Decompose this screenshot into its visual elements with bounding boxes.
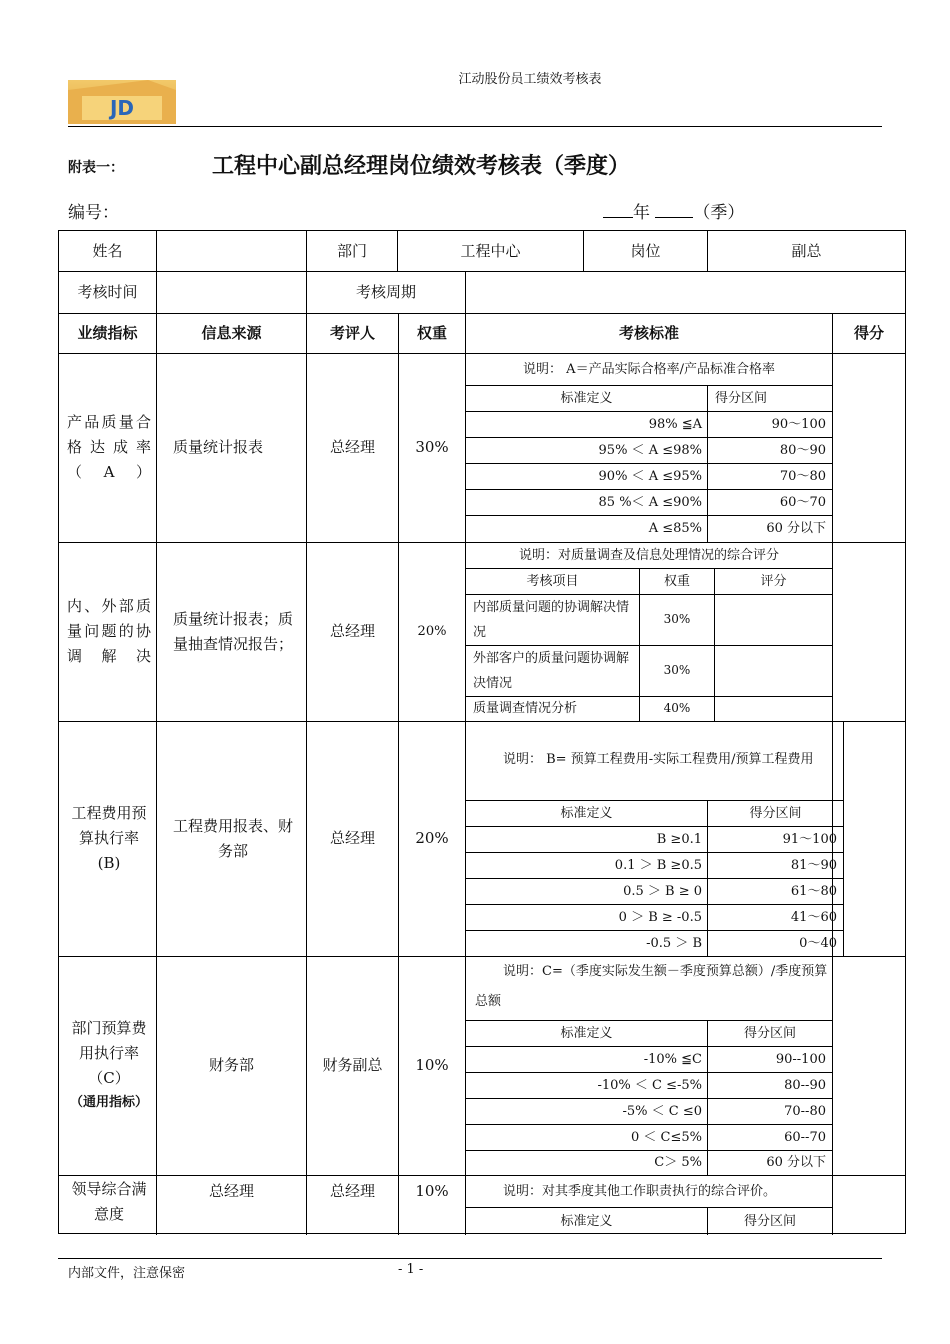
kpi2-score[interactable] — [833, 542, 905, 721]
attach-label: 附表一： — [68, 160, 124, 176]
serial-label: 编号： — [68, 203, 119, 223]
kpi5-name: 领导综合满意度 — [71, 1180, 147, 1223]
kpi1-name: 产品质量合格达成率（A） — [67, 413, 151, 481]
kpi4-def: C＞ 5% — [654, 1155, 702, 1170]
kpi2-item-score[interactable] — [715, 594, 832, 645]
header-rule — [68, 126, 882, 127]
evaluation-table — [58, 230, 906, 1234]
kpi3-source: 工程费用报表、财务部 — [172, 816, 293, 860]
kpi4-name-note: （通用指标） — [69, 1095, 148, 1110]
kpi3-col-def: 标准定义 — [560, 805, 613, 821]
kpi4-note: 说明：C=（季度实际发生额－季度预算总额）/季度预算总额 — [475, 964, 828, 1009]
kpi3-score[interactable] — [844, 721, 905, 956]
kpi4-rater: 财务副总 — [322, 1056, 383, 1074]
kpi1-def: 85 %＜ A ≤90% — [598, 494, 702, 510]
kpi4-def: -10% ≦C — [643, 1051, 702, 1067]
quarter-label: （季） — [693, 203, 745, 223]
header-doc-title: 江动股份员工绩效考核表 — [458, 72, 602, 87]
kpi4-range: 90--100 — [775, 1051, 826, 1067]
kpi3-note: 说明： B= 预算工程费用-实际工程费用/预算工程费用 — [503, 752, 814, 767]
kpi3-col-range: 得分区间 — [749, 805, 802, 821]
kpi1-def: 98% ≦A — [648, 416, 702, 432]
kpi4-col-def: 标准定义 — [560, 1025, 613, 1041]
kpi4-range: 80--90 — [784, 1077, 826, 1093]
kpi1-range: 60 分以下 — [766, 521, 826, 536]
kpi2-name: 内、外部质量问题的协调解决 — [67, 597, 151, 665]
kpi2-note: 说明：对质量调查及信息处理情况的综合评分 — [518, 547, 779, 563]
kpi3-def: B ≥0.1 — [656, 831, 702, 847]
kpi4-def: 0 ＜ C≤5% — [631, 1129, 702, 1145]
kpi1-range: 60～70 — [779, 494, 826, 510]
quarter-blank[interactable] — [655, 201, 693, 218]
col-source: 信息来源 — [201, 323, 262, 342]
kpi5-source: 总经理 — [208, 1181, 254, 1200]
kpi3-name: 工程费用预算执行率(B) — [71, 804, 147, 872]
post-value: 副总 — [791, 241, 822, 260]
kpi5-rater: 总经理 — [329, 1181, 375, 1200]
kpi4-source: 财务部 — [208, 1056, 254, 1074]
kpi4-name: 部门预算费用执行率（C） — [71, 1019, 147, 1087]
kpi1-range: 90～100 — [771, 416, 826, 432]
footer-page-number: - 1 - — [398, 1262, 424, 1277]
kpi4-weight: 10% — [415, 1056, 449, 1074]
kpi2-col-weight: 权重 — [663, 573, 690, 589]
col-weight: 权重 — [416, 323, 447, 342]
kpi3-def: 0 ＞ B ≥ -0.5 — [618, 909, 702, 925]
kpi5-col-range: 得分区间 — [743, 1214, 796, 1229]
kpi2-col-item: 考核项目 — [526, 573, 579, 589]
kpi1-def: 90% ＜ A ≤95% — [598, 468, 702, 484]
kpi2-rater: 总经理 — [329, 622, 375, 640]
col-rater: 考评人 — [329, 323, 375, 342]
kpi1-note: 说明： A＝产品实际合格率/产品标准合格率 — [523, 361, 775, 377]
name-label: 姓名 — [92, 241, 123, 260]
company-logo — [68, 80, 176, 124]
kpi2-item-weight: 40% — [663, 701, 691, 715]
kpi3-range: 41～60 — [790, 909, 837, 925]
name-field[interactable] — [157, 231, 306, 271]
footer-rule — [58, 1258, 882, 1259]
time-label: 考核时间 — [77, 282, 138, 301]
period-field[interactable] — [466, 271, 905, 313]
time-field[interactable] — [157, 271, 306, 313]
period-label: 考核周期 — [355, 282, 416, 301]
kpi2-item-score[interactable] — [715, 645, 832, 696]
kpi1-range: 80～90 — [779, 442, 826, 458]
kpi1-source: 质量统计报表 — [173, 438, 264, 456]
kpi1-col-def: 标准定义 — [560, 390, 613, 406]
kpi5-weight: 10% — [415, 1181, 449, 1200]
logo-text: JD — [109, 96, 135, 120]
kpi4-def: -10% ＜ C ≤-5% — [597, 1077, 702, 1093]
kpi2-item-weight: 30% — [663, 612, 691, 626]
kpi4-range: 60--70 — [784, 1129, 826, 1145]
kpi1-col-range: 得分区间 — [715, 390, 768, 406]
kpi2-col-score: 评分 — [760, 573, 787, 589]
year-blank[interactable] — [603, 201, 633, 218]
kpi3-range: 81～90 — [790, 857, 837, 873]
kpi3-range: 0～40 — [799, 935, 837, 951]
kpi5-col-def: 标准定义 — [560, 1214, 613, 1229]
kpi1-def: 95% ＜ A ≤98% — [598, 442, 702, 458]
kpi4-col-range: 得分区间 — [743, 1025, 796, 1041]
kpi2-item: 外部客户的质量问题协调解决情况 — [473, 650, 630, 691]
dept-value: 工程中心 — [460, 241, 521, 260]
kpi5-note: 说明：对其季度其他工作职责执行的综合评价。 — [503, 1183, 777, 1199]
col-kpi: 业绩指标 — [77, 323, 138, 342]
kpi2-item: 质量调查情况分析 — [473, 701, 578, 716]
col-score: 得分 — [853, 323, 884, 342]
kpi2-item: 内部质量问题的协调解决情况 — [473, 599, 630, 640]
kpi3-weight: 20% — [415, 829, 449, 847]
kpi3-range: 61～80 — [790, 883, 837, 899]
kpi2-item-weight: 30% — [663, 663, 691, 677]
kpi3-rater: 总经理 — [329, 829, 375, 847]
kpi2-item-score[interactable] — [715, 696, 832, 721]
kpi4-range: 60 分以下 — [766, 1155, 826, 1170]
kpi1-def: A ≤85% — [648, 521, 702, 536]
kpi1-rater: 总经理 — [329, 438, 375, 456]
kpi4-name-cell — [69, 956, 149, 1175]
kpi1-weight: 30% — [415, 438, 449, 456]
col-standard: 考核标准 — [618, 323, 679, 342]
year-quarter — [603, 198, 744, 223]
page-title: 工程中心副总经理岗位绩效考核表（季度） — [212, 153, 631, 179]
kpi3-def: 0.1 ＞ B ≥0.5 — [614, 857, 702, 873]
kpi4-range: 70--80 — [784, 1103, 826, 1119]
kpi4-def: -5% ＜ C ≤0 — [622, 1103, 702, 1119]
year-label: 年 — [633, 203, 650, 223]
post-label: 岗位 — [630, 241, 661, 260]
kpi2-weight: 20% — [417, 624, 447, 639]
kpi3-def: 0.5 ＞ B ≥ 0 — [623, 883, 702, 899]
dept-label: 部门 — [336, 241, 367, 260]
kpi5-score[interactable] — [833, 1175, 905, 1235]
kpi3-def: -0.5 ＞ B — [646, 935, 702, 951]
kpi3-range: 91～100 — [782, 831, 837, 847]
footer-confidential: 内部文件，注意保密 — [68, 1266, 186, 1281]
kpi2-source: 质量统计报表；质量抽查情况报告； — [172, 609, 293, 653]
kpi1-range: 70～80 — [779, 468, 826, 484]
kpi4-score[interactable] — [833, 956, 905, 1175]
kpi1-score[interactable] — [833, 353, 905, 542]
